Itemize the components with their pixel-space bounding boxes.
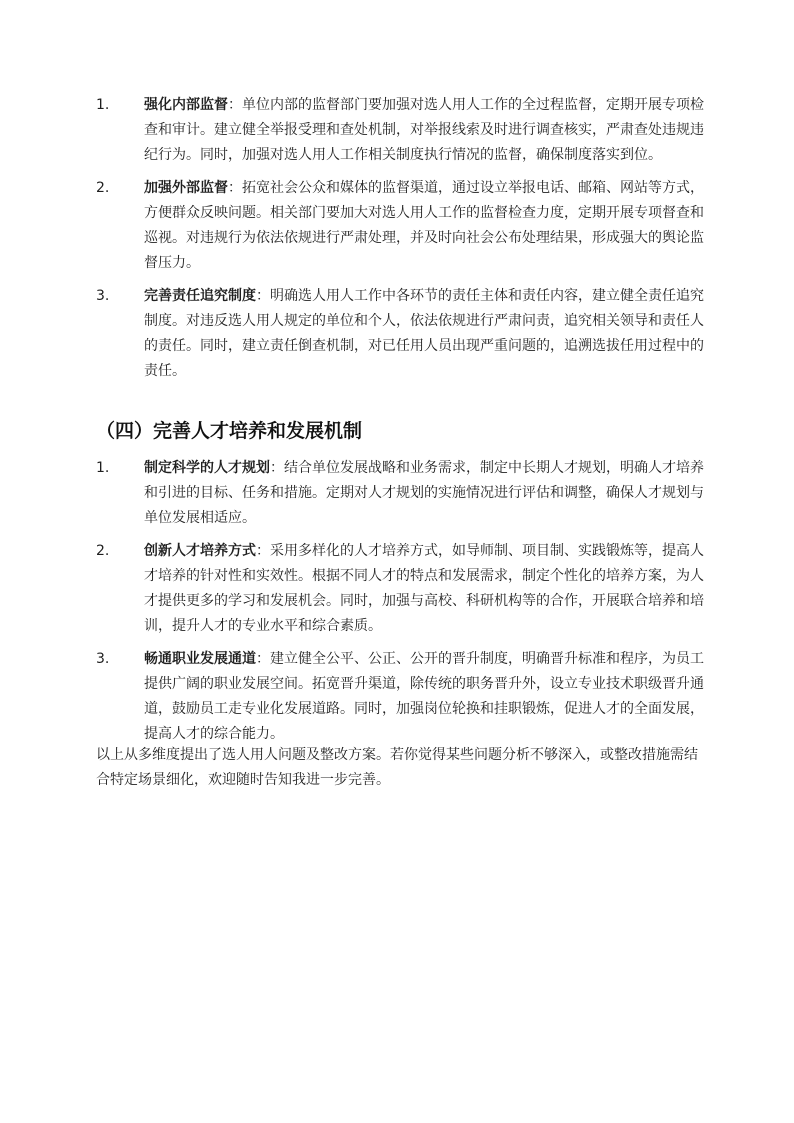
list-item — [96, 539, 706, 639]
list-number: 1. — [96, 97, 110, 113]
item-text: 采用多样化的人才培养方式，如导师制、项目制、实践锻炼等，提高人才培养的针对性和实效性。根据不同人才的特点和发展需求，制定个性化的培养方案，为人才提供更多的学习和发展机会。同时，加强与高校、科研机构等的合作，开展联合培养和培训，提升人才的专业水平和综合素质。 — [144, 543, 704, 634]
item-separator: ： — [228, 97, 242, 113]
list-item — [96, 456, 706, 531]
item-text: 结合单位发展战略和业务需求，制定中长期人才规划，明确人才培养和引进的目标、任务和措施。定期对人才规划的实施情况进行评估和调整，确保人才规划与单位发展相适应。 — [144, 460, 704, 526]
list-number: 2. — [96, 180, 110, 196]
list-number: 3. — [96, 288, 110, 304]
item-term: 创新人才培养方式 — [144, 543, 256, 559]
supervision-list — [96, 93, 706, 392]
item-separator: ： — [270, 460, 284, 476]
item-separator: ： — [256, 288, 270, 304]
item-term: 强化内部监督 — [144, 97, 228, 113]
list-number: 2. — [96, 543, 110, 559]
item-separator: ： — [256, 543, 270, 559]
item-text: 明确选人用人工作中各环节的责任主体和责任内容，建立健全责任追究制度。对违反选人用人规定的单位和个人，依法依规进行严肃问责，追究相关领导和责任人的责任。同时，建立责任倒查机制，对已任用人员出现严重问题的，追溯选拔任用过程中的责任。 — [144, 288, 704, 379]
list-item — [96, 284, 706, 384]
item-separator: ： — [256, 651, 270, 667]
item-text: 拓宽社会公众和媒体的监督渠道，通过设立举报电话、邮箱、网站等方式，方便群众反映问题。相关部门要加大对选人用人工作的监督检查力度，定期开展专项督查和巡视。对违规行为依法依规进行严肃处理，并及时向社会公布处理结果，形成强大的舆论监督压力。 — [144, 180, 704, 271]
item-separator: ： — [228, 180, 242, 196]
closing-paragraph: 以上从多维度提出了选人用人问题及整改方案。若你觉得某些问题分析不够深入，或整改措施需结合特定场景细化，欢迎随时告知我进一步完善。 — [96, 747, 698, 788]
item-text: 建立健全公平、公正、公开的晋升制度，明确晋升标准和程序，为员工提供广阔的职业发展空间。拓宽晋升渠道，除传统的职务晋升外，设立专业技术职级晋升通道，鼓励员工走专业化发展道路。同时，加强岗位轮换和挂职锻炼，促进人才的全面发展，提高人才的综合能力。 — [144, 651, 704, 742]
section-heading: （四）完善人才培养和发展机制 — [96, 420, 363, 442]
item-term: 完善责任追究制度 — [144, 288, 256, 304]
list-item — [96, 176, 706, 276]
item-term: 畅通职业发展通道 — [144, 651, 256, 667]
list-item — [96, 93, 706, 168]
list-number: 3. — [96, 651, 110, 667]
item-term: 制定科学的人才规划 — [144, 460, 270, 476]
list-item — [96, 647, 706, 747]
item-text: 单位内部的监督部门要加强对选人用人工作的全过程监督，定期开展专项检查和审计。建立健全举报受理和查处机制，对举报线索及时进行调查核实，严肃查处违规违纪行为。同时，加强对选人用人工作相关制度执行情况的监督，确保制度落实到位。 — [144, 97, 704, 163]
item-term: 加强外部监督 — [144, 180, 228, 196]
talent-development-list — [96, 456, 706, 755]
list-number: 1. — [96, 460, 110, 476]
